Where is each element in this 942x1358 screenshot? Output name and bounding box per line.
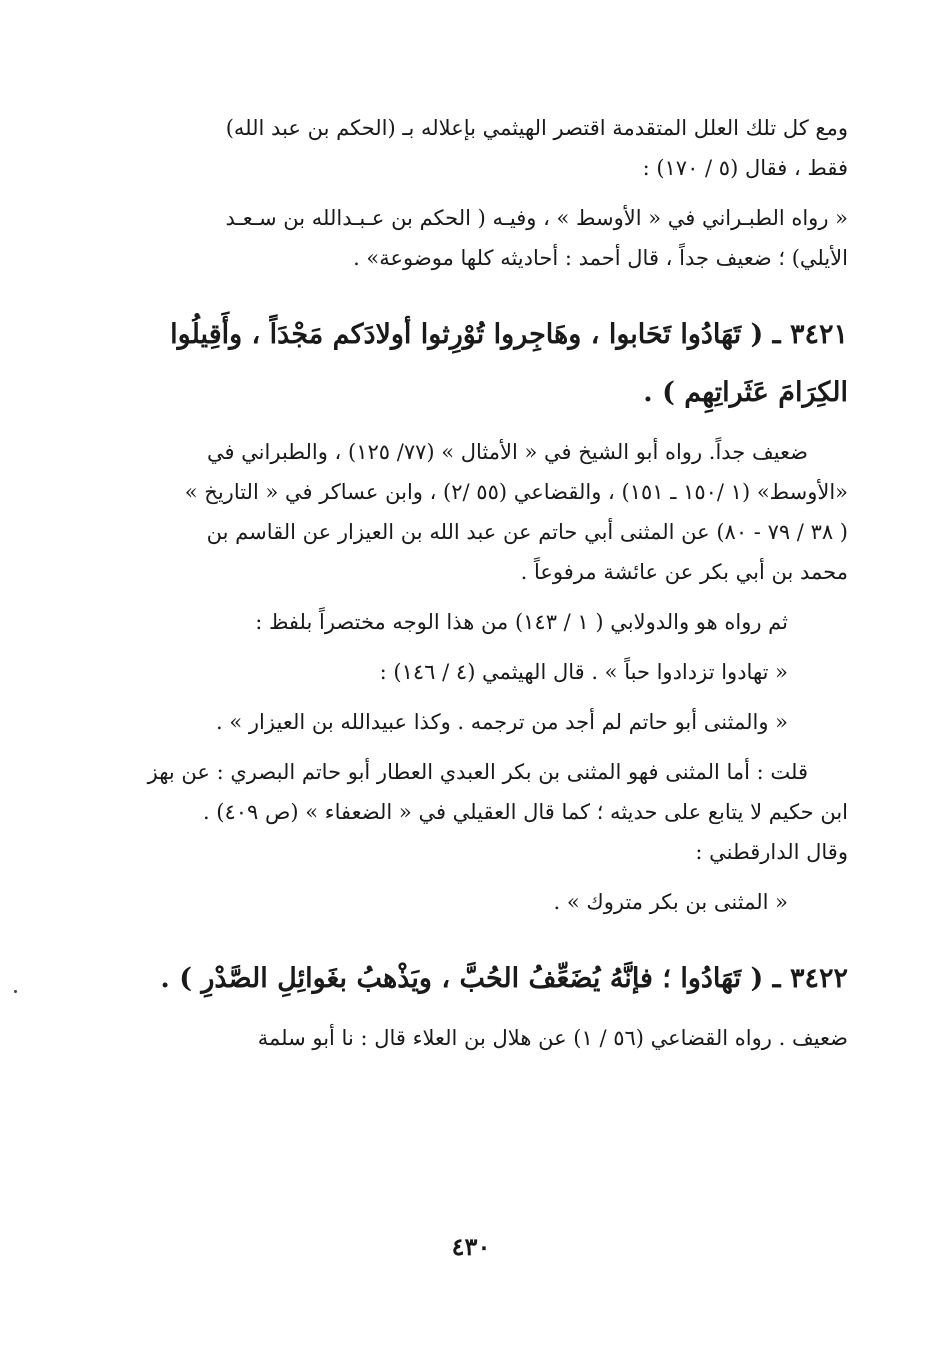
hadith-line: ٣٤٢١ ـ ( تَهَادُوا تَحَابوا ، وهَاجِروا تُوْرِثوا أولادَكم مَجْدَاً ، وأَقِيلُوا [170, 319, 848, 350]
scan-speck [14, 990, 17, 993]
page-number: ٤٣٠ [451, 1232, 491, 1261]
quote-tahadu: « تهادوا تزدادوا حباً » . قال الهيثمي (٤ / ١٤٦) : [379, 660, 788, 684]
text-line: « رواه الطبـراني في « الأوسط » ، وفيـه ( الحكم بن عـبـدالله بن سـعـد [225, 206, 848, 230]
text-line: الأيلي) ؛ ضعيف جداً ، قال أحمد : أحاديثه كلها موضوعة» . [353, 246, 848, 270]
quote-daraqutni: « المثنى بن بكر متروك » . [553, 890, 788, 914]
text-line: ( ٣٨ / ٧٩ - ٨٠) عن المثنى أبي حاتم عن عبد الله بن العيزار عن القاسم بن [206, 520, 848, 544]
text-line: وقال الدارقطني : [695, 840, 848, 864]
text-line: قلت : أما المثنى فهو المثنى بن بكر العبدي العطار أبو حاتم البصري : عن بهز [147, 760, 808, 784]
quote-haythami-2: « والمثنى أبو حاتم لم أجد من ترجمه . وكذا عبيدالله بن العيزار » . [216, 710, 788, 734]
hadith-3421 [100, 306, 848, 422]
text-line: فقط ، فقال (٥ / ١٧٠) : [642, 156, 848, 180]
paragraph-dulabi: ثم رواه هو والدولابي ( ١ / ١٤٣) من هذا الوجه مختصراً بلفظ : [255, 610, 788, 634]
paragraph-takhrij-3422: ضعيف . رواه القضاعي (٥٦ / ١) عن هلال بن العلاء قال : نا أبو سلمة [257, 1026, 848, 1050]
quote-haythami-1 [100, 198, 848, 278]
hadith-line: الكِرَامَ عَثَراتِهِم ) . [643, 377, 848, 408]
page-body [100, 108, 848, 1058]
paragraph-takhrij-3421 [100, 432, 848, 592]
text-line: ابن حكيم لا يتابع على حديثه ؛ كما قال العقيلي في « الضعفاء » (ص ٤٠٩) . [202, 800, 848, 824]
text-line: محمد بن أبي بكر عن عائشة مرفوعاً . [520, 560, 848, 584]
text-line: ومع كل تلك العلل المتقدمة اقتصر الهيثمي بإعلاله بـ (الحكم بن عبد الله) [225, 116, 848, 140]
paragraph-qultu [100, 752, 848, 872]
paragraph-intro [100, 108, 848, 188]
text-line: «الأوسط» (١ /١٥٠ ـ ١٥١) ، والقضاعي (٥٥ /٢) ، وابن عساكر في « التاريخ » [184, 480, 848, 504]
hadith-3422: ٣٤٢٢ ـ ( تَهَادُوا ؛ فإنَّهُ يُضَعِّفُ الحُبَّ ، ويَذْهبُ بغَوائِلِ الصَّدْرِ ) . [160, 963, 848, 994]
text-line: ضعيف جداً. رواه أبو الشيخ في « الأمثال » (٧٧/ ١٢٥) ، والطبراني في [206, 440, 808, 464]
